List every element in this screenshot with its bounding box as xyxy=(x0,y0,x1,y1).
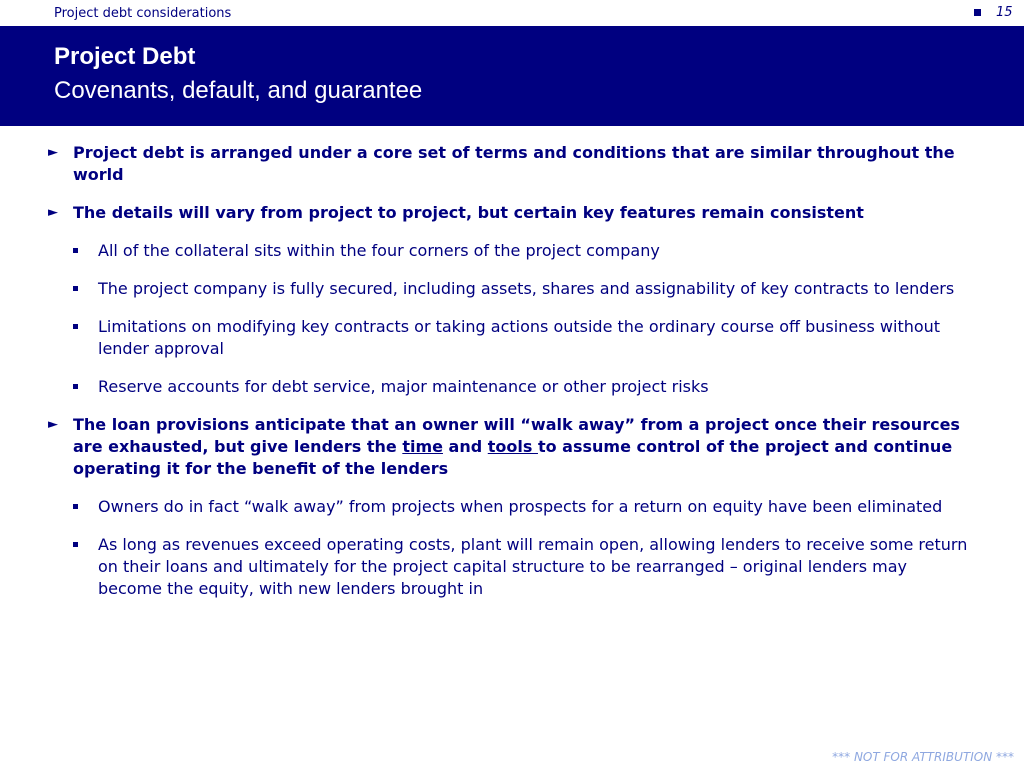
sub-bullet xyxy=(98,316,978,360)
bullet-2-text: The details will vary from project to project, but certain key features remain consistent xyxy=(73,203,864,222)
page-number: 15 xyxy=(996,5,1013,20)
sub-bullet-text: Reserve accounts for debt service, major maintenance or other project risks xyxy=(98,377,709,396)
footer-notice: *** NOT FOR ATTRIBUTION *** xyxy=(832,750,1014,764)
bullet-3-and: and xyxy=(442,437,488,456)
slide-title: Project Debt xyxy=(54,43,196,70)
triangle-bullet-icon: ► xyxy=(48,205,58,220)
sub-bullet xyxy=(98,534,978,600)
slide-subtitle: Covenants, default, and guarantee xyxy=(54,77,423,104)
bullet-3-text xyxy=(73,415,960,478)
square-bullet-icon xyxy=(73,286,78,291)
sub-bullet xyxy=(98,496,978,518)
bullet-1 xyxy=(48,142,978,186)
triangle-bullet-icon: ► xyxy=(48,417,58,432)
slide-content xyxy=(48,142,978,616)
sub-bullet xyxy=(98,278,978,300)
sub-bullet-text: As long as revenues exceed operating costs, plant will remain open, allowing lenders to receive some return on their loans and ultimately for the project capital structure to be rearranged – original lenders may become the equity, with new lenders brought in xyxy=(98,535,968,598)
triangle-bullet-icon: ► xyxy=(48,145,58,160)
square-bullet-icon xyxy=(73,324,78,329)
bullet-3-part2: to assume control of the project and continue operating it for the benefit of the lenders xyxy=(73,437,953,478)
bullet-2 xyxy=(48,202,978,224)
section-label: Project debt considerations xyxy=(54,6,232,21)
bullet-3 xyxy=(48,414,978,480)
sub-bullet-text: The project company is fully secured, including assets, shares and assignability of key contracts to lenders xyxy=(98,279,955,298)
slide-header xyxy=(0,26,1024,126)
sub-bullet-text: Owners do in fact “walk away” from projects when prospects for a return on equity have been eliminated xyxy=(98,497,943,516)
sub-bullet-text: All of the collateral sits within the four corners of the project company xyxy=(98,241,660,260)
sub-bullet xyxy=(98,240,978,262)
square-bullet-icon xyxy=(73,384,78,389)
top-bar xyxy=(0,0,1024,26)
sub-bullet-text: Limitations on modifying key contracts or taking actions outside the ordinary course off business without lender approval xyxy=(98,317,941,358)
square-bullet-icon xyxy=(974,9,981,16)
sub-bullet xyxy=(98,376,978,398)
square-bullet-icon xyxy=(73,248,78,253)
bullet-1-text: Project debt is arranged under a core set of terms and conditions that are similar throughout the world xyxy=(73,143,955,184)
square-bullet-icon xyxy=(73,542,78,547)
tools-link[interactable]: tools xyxy=(487,437,538,456)
bullet-3-part1: The loan provisions anticipate that an owner will “walk away” from a project once their resources are exhausted, but give lenders the xyxy=(73,415,960,456)
square-bullet-icon xyxy=(73,504,78,509)
time-link[interactable]: time xyxy=(402,437,443,456)
